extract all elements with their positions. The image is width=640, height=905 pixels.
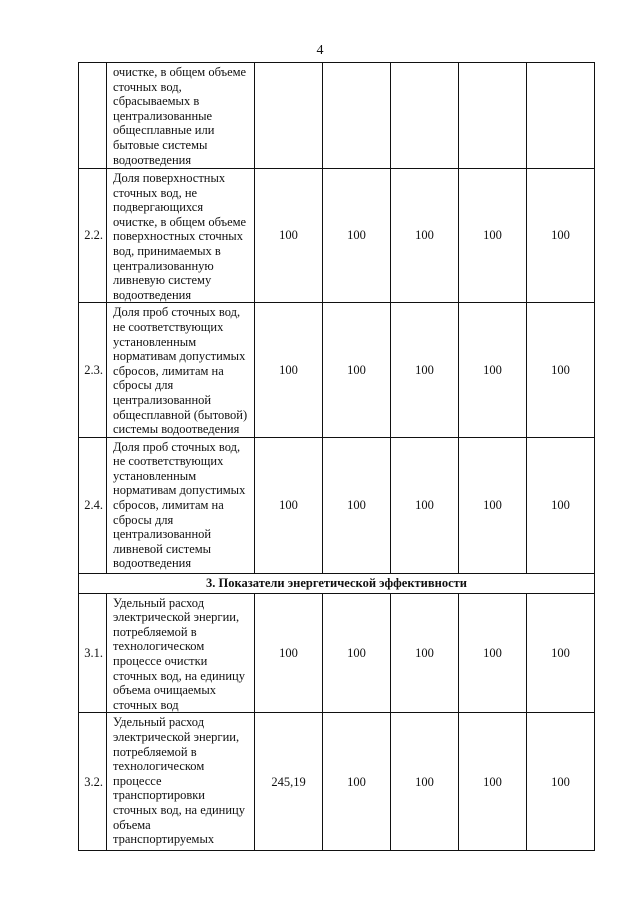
description-line: процессе <box>113 773 162 788</box>
description-line: общесплавные или <box>113 123 215 138</box>
table-row <box>79 63 595 169</box>
description-line: вод, принимаемых в <box>113 243 221 258</box>
value-cell: 100 <box>459 437 527 573</box>
value-cell: 100 <box>255 169 323 303</box>
description-line: водоотведения <box>113 287 192 302</box>
description-line: Удельный расход <box>113 595 205 610</box>
row-number: 2.2. <box>79 169 107 303</box>
value-cell: 100 <box>323 713 391 851</box>
page-number: 4 <box>316 43 324 58</box>
description-line: объема <box>113 817 151 832</box>
description-line: очистке, в общем объеме <box>113 65 247 79</box>
description-line: централизованную <box>113 258 214 273</box>
value-cell: 100 <box>459 593 527 713</box>
value-cell: 100 <box>459 169 527 303</box>
table-row <box>79 169 595 303</box>
value-cell: 100 <box>459 713 527 851</box>
value-cell: 100 <box>391 593 459 713</box>
value-cell <box>391 63 459 169</box>
description-line: сточных вод, <box>113 79 182 94</box>
row-description <box>107 437 255 573</box>
row-number: 2.4. <box>79 437 107 573</box>
table-row <box>79 303 595 437</box>
value-cell: 100 <box>323 303 391 437</box>
description-line: не соответствующих <box>113 319 224 334</box>
description-line: технологическом <box>113 639 205 654</box>
value-cell <box>527 63 595 169</box>
description-line: подвергающихся <box>113 200 204 215</box>
description-line: сбросов, лимитам на <box>113 363 224 378</box>
value-cell: 100 <box>527 303 595 437</box>
description-line: сбросов, лимитам на <box>113 498 224 513</box>
description-line: сбросы для <box>113 512 174 527</box>
value-cell: 100 <box>391 169 459 303</box>
value-cell: 100 <box>527 169 595 303</box>
value-cell: 100 <box>255 437 323 573</box>
value-cell: 100 <box>323 169 391 303</box>
description-line: электрической энергии, <box>113 610 240 625</box>
indicators-table <box>78 62 595 851</box>
description-line: водоотведения <box>113 152 192 167</box>
description-line: процессе очистки <box>113 654 208 669</box>
row-number <box>79 63 107 169</box>
description-line: сточных вод, на единицу <box>113 668 245 683</box>
description-line: сточных вод <box>113 697 179 712</box>
row-description <box>107 303 255 437</box>
value-cell: 100 <box>323 593 391 713</box>
description-line: транспортируемых <box>113 832 215 847</box>
value-cell: 100 <box>391 713 459 851</box>
description-line: Удельный расход <box>113 715 205 730</box>
description-line: сбросы для <box>113 378 174 393</box>
value-cell: 100 <box>255 303 323 437</box>
description-line: бытовые системы <box>113 137 208 152</box>
description-line: сточных вод, на единицу <box>113 803 245 817</box>
value-cell <box>255 63 323 169</box>
description-line: электрической энергии, <box>113 730 240 745</box>
description-line: установленным <box>113 468 197 483</box>
row-number: 3.2. <box>79 713 107 851</box>
value-cell: 100 <box>527 437 595 573</box>
description-line: Доля поверхностных <box>113 171 226 185</box>
value-cell <box>459 63 527 169</box>
row-description <box>107 593 255 713</box>
description-line: централизованные <box>113 108 213 123</box>
description-line: очистке, в общем объеме <box>113 214 247 229</box>
description-line: общесплавной (бытовой) <box>113 407 248 422</box>
description-line: технологическом <box>113 759 205 774</box>
row-description <box>107 63 255 169</box>
row-description <box>107 169 255 303</box>
table-row <box>79 593 595 713</box>
description-line: не соответствующих <box>113 454 224 469</box>
description-line: нормативам допустимых <box>113 349 246 364</box>
description-line: Доля проб сточных вод, <box>113 305 241 320</box>
value-cell: 100 <box>459 303 527 437</box>
section-title: 3. Показатели энергетической эффективности <box>79 573 595 593</box>
value-cell: 100 <box>255 593 323 713</box>
description-line: Доля проб сточных вод, <box>113 439 241 454</box>
description-line: централизованной <box>113 392 212 407</box>
description-line: ливневой системы <box>113 541 212 556</box>
value-cell: 100 <box>527 713 595 851</box>
description-line: централизованной <box>113 527 212 542</box>
value-cell: 100 <box>391 437 459 573</box>
row-number: 2.3. <box>79 303 107 437</box>
table-row <box>79 437 595 573</box>
description-line: сточных вод, не <box>113 185 198 200</box>
description-line: установленным <box>113 334 197 349</box>
description-line: поверхностных сточных <box>113 229 243 244</box>
description-line: системы водоотведения <box>113 422 240 437</box>
section-header-row <box>79 573 595 593</box>
description-line: потребляемой в <box>113 744 197 759</box>
value-cell: 100 <box>391 303 459 437</box>
table-row <box>79 713 595 851</box>
description-line: объема очищаемых <box>113 683 216 698</box>
description-line: нормативам допустимых <box>113 483 246 498</box>
value-cell: 100 <box>527 593 595 713</box>
description-line: потребляемой в <box>113 624 197 639</box>
value-cell: 245,19 <box>255 713 323 851</box>
value-cell <box>323 63 391 169</box>
description-line: транспортировки <box>113 788 205 803</box>
value-cell: 100 <box>323 437 391 573</box>
description-line: сбрасываемых в <box>113 94 200 109</box>
description-line: ливневую систему <box>113 273 212 288</box>
row-description <box>107 713 255 851</box>
description-line: водоотведения <box>113 556 192 571</box>
row-number: 3.1. <box>79 593 107 713</box>
